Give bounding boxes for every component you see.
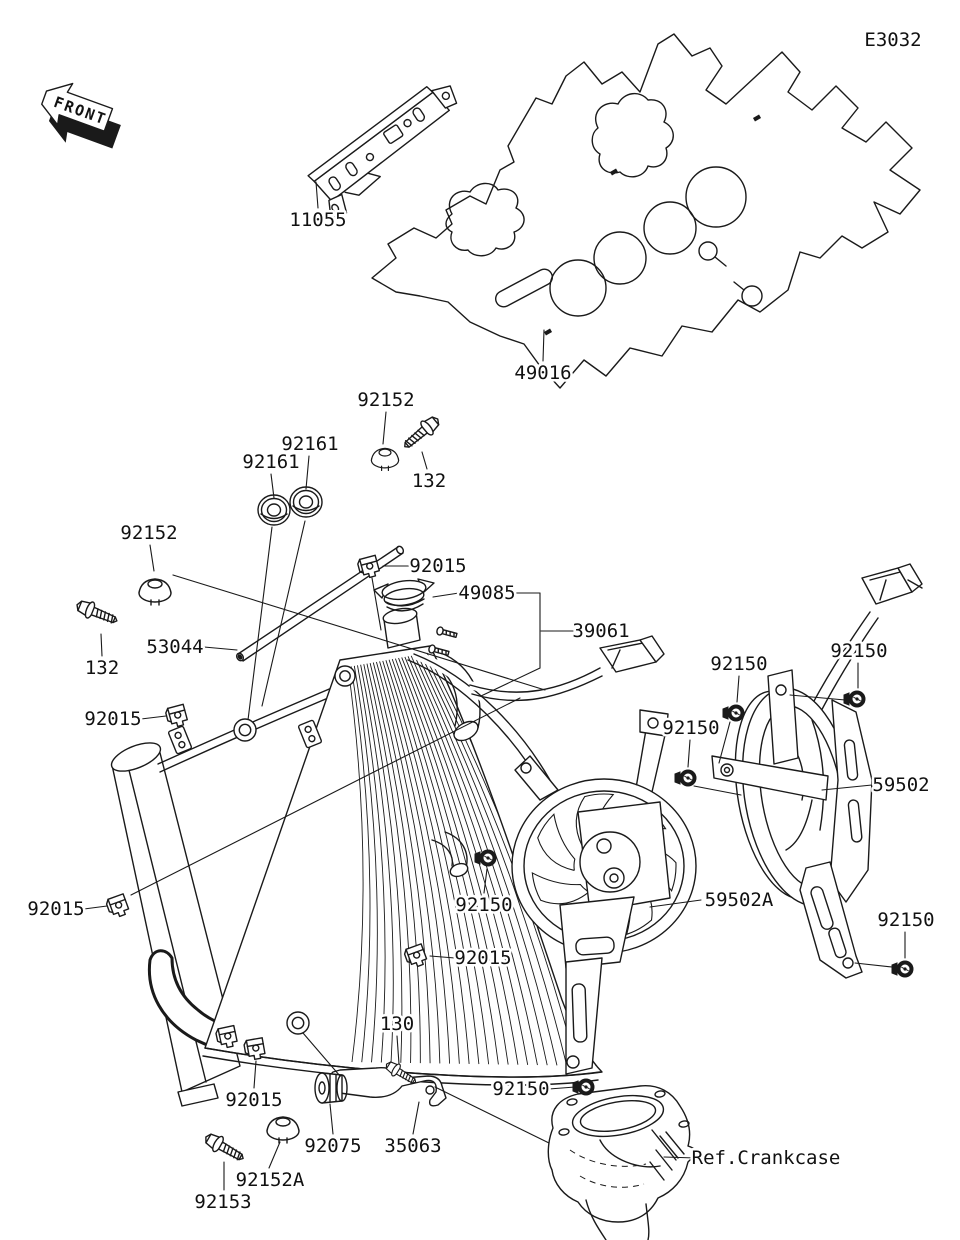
heat-guard-sheet-49016 [372, 34, 920, 388]
part-label: 92075 [304, 1135, 362, 1157]
part-label: 92015 [27, 898, 85, 920]
harness-connector-right [862, 564, 922, 604]
part-label: 92150 [455, 894, 513, 916]
part-label: 130 [379, 1013, 415, 1035]
label-leader [737, 676, 739, 702]
part-label: 92152 [120, 522, 178, 544]
crankcase-sketch [548, 1086, 697, 1240]
part-label: 92150 [710, 653, 768, 675]
socket-bolt-92150 [723, 705, 744, 721]
part-label: 92015 [454, 947, 512, 969]
part-label: 49016 [514, 362, 572, 384]
part-label: 92161 [281, 433, 339, 455]
damper-92152 [371, 448, 398, 470]
ring-fitting [287, 1012, 309, 1034]
hex-bolt [399, 412, 443, 453]
label-leader [549, 1087, 575, 1089]
part-label: 11055 [289, 209, 347, 231]
socket-bolt-92150 [675, 770, 696, 786]
part-label: 59502 [872, 774, 930, 796]
radiator-cap-49085 [374, 578, 434, 648]
part-label: 132 [411, 470, 447, 492]
label-leader [84, 906, 107, 909]
part-label: 132 [84, 657, 120, 679]
rail-plate [168, 726, 192, 754]
ring-fitting [335, 666, 355, 686]
clip-92015 [357, 555, 381, 579]
clip-92015 [105, 894, 130, 919]
leader-line [719, 722, 730, 763]
label-leader [422, 452, 427, 469]
part-label: 92152A [235, 1169, 305, 1191]
part-label: 35063 [384, 1135, 442, 1157]
label-leader [543, 330, 544, 361]
part-label: 92153 [194, 1191, 252, 1213]
hex-bolt [74, 597, 120, 629]
part-label: 92150 [830, 640, 888, 662]
socket-bolt-92150 [475, 850, 496, 866]
label-leader [413, 1102, 419, 1134]
part-label: 39061 [572, 620, 630, 642]
part-label: 92161 [242, 451, 300, 473]
part-label: 92152 [357, 389, 415, 411]
label-leader [330, 1104, 333, 1134]
grommet-92161 [290, 487, 322, 517]
pipe-53044 [235, 545, 404, 662]
part-label: 92150 [877, 909, 935, 931]
grommet-92075 [315, 1073, 347, 1103]
label-leader [254, 1061, 256, 1088]
label-leader [688, 740, 690, 767]
drawing-code: E3032 [864, 29, 922, 51]
damper-92152 [267, 1117, 299, 1143]
part-label: 59502A [704, 889, 774, 911]
part-label: 92015 [84, 708, 142, 730]
leader-line [248, 527, 272, 720]
label-leader [204, 647, 237, 650]
part-label: 53044 [146, 636, 204, 658]
part-label: 92015 [409, 555, 467, 577]
label-leader [101, 634, 102, 656]
label-leader [383, 412, 386, 444]
hex-bolt [202, 1130, 248, 1166]
label-leader [433, 593, 459, 597]
label-leader [141, 716, 166, 719]
part-label: 92150 [492, 1078, 550, 1100]
label-leader [269, 1142, 280, 1168]
part-label: 49085 [458, 582, 516, 604]
socket-bolt-92150 [892, 961, 913, 977]
damper-92152 [139, 579, 171, 605]
socket-bolt-92150 [844, 691, 865, 707]
leader-line [372, 578, 381, 630]
socket-bolt-92150 [573, 1079, 594, 1095]
leader-line [481, 593, 540, 696]
ring-fitting [234, 719, 256, 741]
part-label: 92015 [225, 1089, 283, 1111]
leader-line [694, 786, 741, 795]
part-label: Ref.Crankcase [691, 1147, 841, 1169]
label-leader [150, 545, 154, 571]
front-arrow [33, 76, 129, 157]
clip-92015 [165, 704, 189, 728]
label-leader [306, 456, 309, 489]
part-label: 92150 [662, 717, 720, 739]
small-screw [436, 626, 457, 639]
front-arrow-label: FRONT [51, 92, 110, 129]
grommet-92161 [258, 495, 290, 525]
